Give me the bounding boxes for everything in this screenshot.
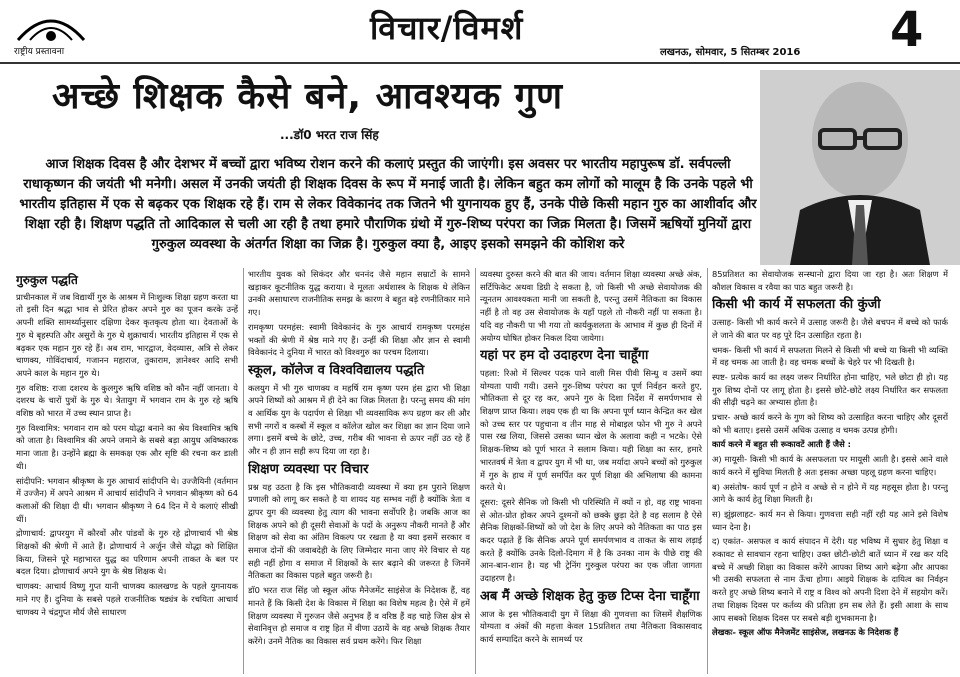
col4-paragraph: अ) मायूसी- किसी भी कार्य के असफलता पर मायूसी आती है। इससे आने वाले कार्य करने में सुविधा मिलती है अतः इसका अच्छा पहलू ग्रहण करना चाहिए।: [712, 454, 948, 477]
col2-paragraph: प्रश्न यह उठता है कि इस भौतिकवादी व्यवस्था में क्या हम पुराने शिक्षण प्रणाली को लागू कर सकते है या शायद यह सम्भव नहीं है क्योंकि त्रेता व द्वापर युग की व्यवस्था हेतु त्याग की भावना सर्वोपरि है। जबकि आज का शिक्षक अपने को ही दूसरी सेवाओं के पदों के अनुरूप नौकरी मानते हैं और शिक्षण को सेवा का अंतिम विकल्प पर रखता है या क्या इसमें सरकार व समाज दोनों की जवाबदेही के लिए जिम्मेदार माना जाए मेरे विचार से यह सही नहीं होगा व समाज में शिक्षकों के स्तर बढ़ाने की जरूरत है जिनमें नैतिकता का विकास पहले बहुत जरूरी है।: [248, 481, 470, 581]
column-divider: [707, 268, 708, 674]
portrait-image: [760, 70, 960, 265]
byline: ...डॉ0 भरत राज सिंह: [280, 128, 379, 142]
column-1: [16, 268, 238, 674]
col1-paragraph: चाणक्य: आचार्य विष्णु गुप्त यानी चाणक्य कालखण्ड के पहले युगनायक माने गए हैं। दुनिया के सबसे पहले राजनीतिक षड्यंत्र के रचयिता आचार्य चाणक्य ने चंद्रगुप्त मौर्य जैसे साधारण: [16, 581, 238, 617]
col3-paragraph: दूसरा: दूसरे सैनिक जो किसी भी परिस्थिति में क्यों न हो, वह राष्ट्र भावना से ओत-प्रोत होकर अपने दुश्मनों को छक्के छुड़ा देते है वह सलाम है ऐसे सैनिक शिक्षकों-शिष्यों को जो देश के लिए अपने को नैतिकता का पाठ इस कदर पढ़ाते हैं कि सैनिक अपने पूर्ण समर्पणभाव व ताकत के साथ लड़ाई करते हैं क्योंकि उनके दिलो-दिमाग में है कि उनका नाम के पीछे राष्ट्र की आन-बान-शान है। यह भी ट्रेनिंग गुरुकुल परंपरा का एक जीता जागता उदाहरण है।: [480, 496, 702, 584]
intro-paragraph: आज शिक्षक दिवस है और देशभर में बच्चों द्वारा भविष्य रोशन करने की कलाएं प्रस्तुत की जाएंगी। इस अवसर पर भारतीय महापुरूष डॉ. सर्वपल्ली राधाकृष्णन की जयंती भी मनेगी। असल में उनकी जयंती ही शिक्षक दिवस के रूप में मनाई जाती है। लेकिन बहुत कम लोगों को मालूम है कि उनके पहले भी भारतीय इतिहास में एक से बढ़कर एक शिक्षक रहे हैं। राम से लेकर विवेकानंद तक जितने भी युगनायक हुए हैं, उनके पीछे किसी महान गुरु का आशीर्वाद और शिक्षा रही है। शिक्षण पद्धति तो आदिकाल से चली आ रही है तथा हमारे पौराणिक ग्रंथो में गुरु-शिष्य परंपरा का जिक्र मिलता है। जिसमें ऋषियों मुनियों द्वारा गुरुकुल व्यवस्था के अंतर्गत शिक्षा का जिक्र है। गुरुकुल क्या है, आइए इसको समझने की कोशिश करे: [19, 157, 757, 252]
col1-heading: गुरुकुल पद्धति: [16, 273, 78, 287]
col3-paragraph: व्यवस्था दुरुस्त करने की बात की जाय। वर्तमान शिक्षा व्यवस्था अच्छे अंक, सर्टिफिकेट अथवा डिग्री दे सकता है, जो किसी भी अच्छे सेवायोजक की न्यूनतम आवश्यकता मानी जा सकती है, परन्तु उसमें नैतिकता का विकास नहीं है तो वह उस सेवायोजक के यहाँ पहले तो नौकरी नहीं पा सकता है। यदि वह नौकरी पा भी गया तो कार्यकुशलता के आभाव में कुछ ही दिनों में अयोग्य घोषित होकर निकल दिया जायेगा।: [480, 269, 702, 343]
col1-paragraph: प्राचीनकाल में जब विद्यार्थी गुरु के आश्रम में निःशुल्क शिक्षा ग्रहण करता था तो इसी दिन श्रद्धा भाव से प्रेरित होकर अपने गुरु का पूजन करके उन्हें अपनी शक्ति सामर्थ्यानुसार दक्षिणा देकर कृतकृत्य होता था। देवताओं के गुरु थे बृहस्पति और असुरों के गुरु थे शुक्राचार्य। भारतीय इतिहास में एक से बढ़कर एक महान गुरु रहे हैं। अब राम, भारद्वाज, वेदव्यास, अत्रि से लेकर चाणक्य, गोविंदाचार्य, गजानन महाराज, तुकाराम, ज्ञानेश्वर आदि सभी अपने काल के महान गुरु थे।: [16, 291, 238, 378]
col2-heading-2: शिक्षण व्यवस्था पर विचार: [248, 461, 369, 477]
col4-paragraph: उत्साह- किसी भी कार्य करने में उत्साह जरूरी है। जैसे बचपन में बच्चे को फार्क ले जाने की बात पर वह पूरे दिन उत्साहित रहता है।: [712, 317, 948, 340]
column-4: [712, 268, 948, 674]
author-note: लेखकः- स्कूल ऑफ मैनेजमेंट साइंसेज, लखनऊ के निदेशक हैं: [712, 627, 899, 638]
col2-paragraph: डॉ0 भरत राज सिंह जो स्कूल ऑफ मैनेजमेंट साइंसेज के निदेशक हैं, वह मानते हैं कि किसी देश के विकास में शिक्षा का विशेष महत्व है। ऐसे में हमें शिक्षण व्यवस्था में गुरुजन जैसे अनुभव हैं व वरिष्ठ हैं वह चाहे जिस क्षेत्र से सेवानिवृत्त हो समाज व राष्ट्र हित में वीणा उठायें के वह अच्छे शिक्षक तैयार करेंगे। उनमें नैतिक का विकास सर्व प्रथम करेंगे। फिर शिक्षा: [248, 585, 470, 646]
column-divider: [475, 268, 476, 674]
headline: अच्छे शिक्षक कैसे बने, आवश्यक गुण: [52, 76, 564, 117]
column-divider: [243, 268, 244, 674]
col3-heading-2: अब मैं अच्छे शिक्षक हेतु कुछ टिप्स देना चाहूँगा: [480, 588, 700, 604]
masthead: [0, 0, 960, 62]
col3-heading: यहां पर हम दो उदाहरण देना चाहूँगा: [480, 348, 649, 364]
col4-subheading: कार्य करने में बहुत सी रूकावटें आती हैं जैसे :: [712, 439, 851, 450]
col1-paragraph: द्रोणाचार्य: द्वापरयुग में कौरवों और पांडवों के गुरु रहे द्रोणाचार्य भी श्रेष्ठ शिक्षकों की श्रेणी में आते हैं। द्रोणाचार्य ने अर्जुन जैसे योद्धा को शिक्षित किया, जिसने पूरे महाभारत युद्ध का परिणाम अपनी ताकत के बल पर बदल दिया। द्रोणाचार्य अपने युग के श्रेष्ठ शिक्षक थे।: [16, 528, 238, 577]
col4-heading: किसी भी कार्य में सफलता की कुंजी: [712, 297, 881, 313]
logo-text: राष्ट्रीय प्रस्तावना: [14, 47, 65, 57]
col4-paragraph: स) झुंझलाहट- कार्य मन से किया। गुणवत्ता सही नहीं रही यह आने इसे विशेष ध्यान देना है।: [712, 508, 948, 532]
col4-paragraph: प्रचार- अच्छे कार्य करने के गुण को शिष्य को उत्साहित करना चाहिए और दूसरों को भी बताए। इससे उसमें अधिक उत्साह व चमक उत्पन्न होगी।: [712, 412, 948, 435]
col4-paragraph: चमक- किसी भी कार्य में सफलता मिलने से किसी भी बच्चे या किसी भी व्यक्ति में वह चमक आ जाती है। वह चमक बच्चों के चेहरे पर भी दिखती है।: [712, 344, 948, 368]
col2-paragraph: रामकृष्ण परमहंस: स्वामी विवेकानंद के गुरु आचार्य रामकृष्ण परमहंस भक्तों की श्रेणी में श्रेष्ठ माने गए हैं। उन्हीं की शिक्षा और ज्ञान से स्वामी विवेकानंद ने दुनिया में भारत को विश्वगुरु का परचम दिलाया।: [248, 321, 470, 358]
col3-paragraph: पहला: रिओ में सिल्वर पदक पाने वाली मिस पीवी सिन्धु व उसमें क्या योग्यता पायी गयी। उसने गुरु-शिष्य परंपरा का पूर्ण निर्वहन करते हुए, भौतिकता से दूर रह कर, अपने गुरु के दिशा निर्देश में समर्पणभाव से शिक्षण प्राप्त किया। लक्ष्य एक ही था कि अपना पूर्ण ध्यान केन्द्रित कर खेल को उच्च स्तर पर पहुचाना व तीन माह से मोबाइल फोन भी गुरु ने अपने पास रख लिया, जिससे उसका ध्यान खेल के अलावा कही न भटके। ऐसे शिक्षक-शिष्य को पूर्ण भारत ने सलाम किया। यही शिक्षा का स्तर, हमारे भारतवर्ष में त्रेता व द्वापर युग में भी था, जब मर्यादा अपने बच्चों को गुरुकुल में गुरु के हाथ में पूर्ण समर्पित कर पूर्ण शिक्षा की अभिलाषा की कामना करते थे।: [480, 367, 702, 493]
col1-paragraph: गुरु वशिष्ठ: राजा दशरथ के कुलगुरु ऋषि वशिष्ठ को कौन नहीं जानता। ये दशरथ के चारों पुत्रों के गुरु थे। त्रेतायुग में भगवान राम के गुरु रहे ऋषि वशिष्ठ को भारत में उच्च स्थान प्राप्त है।: [16, 382, 238, 419]
section-title: विचार/विमर्श: [370, 9, 524, 47]
col1-paragraph: सांदीपनि: भगवान श्रीकृष्ण के गुरु आचार्य सांदीपनि थे। उज्जैयिनी (वर्तमान में उज्जैन) में अपने आश्रम में आचार्य सांदीपनि ने भगवान श्रीकृष्ण को 64 कलाओं की शिक्षा दी थी। भगवान श्रीकृष्ण ने 64 दिन में ये कलाएं सीखी थीं।: [16, 475, 238, 524]
author-photo: [760, 70, 960, 265]
column-3: [480, 268, 702, 674]
page-number: 4: [890, 2, 924, 58]
col3-paragraph: आज के इस भौतिकवादी युग में शिक्षा की गुणवत्ता का जिसमें शैक्षणिक योग्यता व अंकों की महत्ता केवल 15प्रतिशत तथा नैतिकता विकासवाद कार्य सम्पादित करने के सामर्थ्य पर: [480, 608, 702, 644]
col1-paragraph: गुरु विश्वामित्र: भगवान राम को परम योद्धा बनाने का श्रेय विश्वामित्र ऋषि को जाता है। विश्वामित्र की अपने जमाने के सबसे बड़ा आयुध अविष्कारक माना जाता है। उन्होंने ब्रह्मा के समकक्ष एक और सृष्टि की रचना कर डाली थी।: [16, 422, 238, 471]
col2-heading: स्कूल, कॉलेज व विश्वविद्यालय पद्धति: [248, 362, 425, 378]
col4-paragraph: ब) असंतोष- कार्य पूर्ण न होने व अच्छे से न होने में यह महसूस होता है। परन्तु आगे के कार्य हेतु शिक्षा मिलती है।: [712, 481, 948, 505]
col4-paragraph: 85प्रतिशत का सेवायोजक सन्स्थानो द्वारा दिया जा रहा है। अतः शिक्षण में कौशल विकास व रवैया का पाठ बहुत जरूरी है।: [712, 269, 948, 292]
col2-paragraph: कलयुग में भी गुरु चाणक्य व महर्षि राम कृष्ण परम हंस द्वारा भी शिक्षा अपने शिष्यों को आश्रम में ही देने का जिक्र मिलता है। परन्तु समय की मांग व आर्थिक युग के पदार्पण से शिक्षा भी व्यवसायिक रूप ग्रहण कर ली और सभी नगरों व कस्बों में स्कूल व कॉलेज खोल कर शिक्षा का ज्ञान दिया जाने लगा। इसमें बच्चे के छोटे, उच्च, गरीब की भावना से ऊपर नहीं उठ रहे हैं और न ही ज्ञान सही रूप दिया जा रहा है।: [248, 382, 470, 457]
col2-paragraph: भारतीय युवक को सिकंदर और धननंद जैसे महान सम्राटों के सामने खड़ाकर कूटनीतिक युद्ध कराया। वे मूलतः अर्थशास्त्र के शिक्षक थे लेकिन उनकी असाधारण राजनीतिक समझ के कारण वे बहुत बड़े रणनीतिकार माने गए।: [248, 269, 470, 318]
col4-paragraph: स्पष्ट- प्रत्येक कार्य का लक्ष्य जरूर निर्धारित होना चाहिए, भले छोटा ही हो। यह गुरु शिष्य दोनों पर लागू होता है। इससे छोटे-छोटे लक्ष्य निर्धारित कर सफलता की सीढ़ी चढ़ने का अभ्यास होता है।: [712, 371, 948, 408]
col4-paragraph: द) एकांत- असफल व कार्य संपादन में देरी। यह भविष्य में सुधार हेतु शिक्षा व रुकावट से सावधान रहना चाहिए। उक्त छोटी-छोटी बातें ध्यान में रख कर यदि बच्चे में अच्छी शिक्षा का विकास करेंगे आपका शिष्य आगे बढ़ेगा और आपका भी उसकी सफलता से नाम ऊँचा होगा। आइये शिक्षक के दायित्व का निर्वहन करते हुए अच्छे शिष्य बनाने में राष्ट्र व विश्व को अपनी दिशा देने में सहयोग करें। तथा शिक्षक दिवस पर कर्तव्य की प्रतिज्ञा हम सब लेते हैं। इसी आशा के साथ आप सबको शिक्षक दिवस पर सबसे बड़ी शुभकामना है।: [712, 536, 948, 623]
logo-mark: [14, 6, 88, 46]
dateline: लखनऊ, सोमवार, 5 सितम्बर 2016: [660, 47, 801, 58]
column-2: [248, 268, 470, 674]
masthead-rule: [0, 62, 960, 64]
